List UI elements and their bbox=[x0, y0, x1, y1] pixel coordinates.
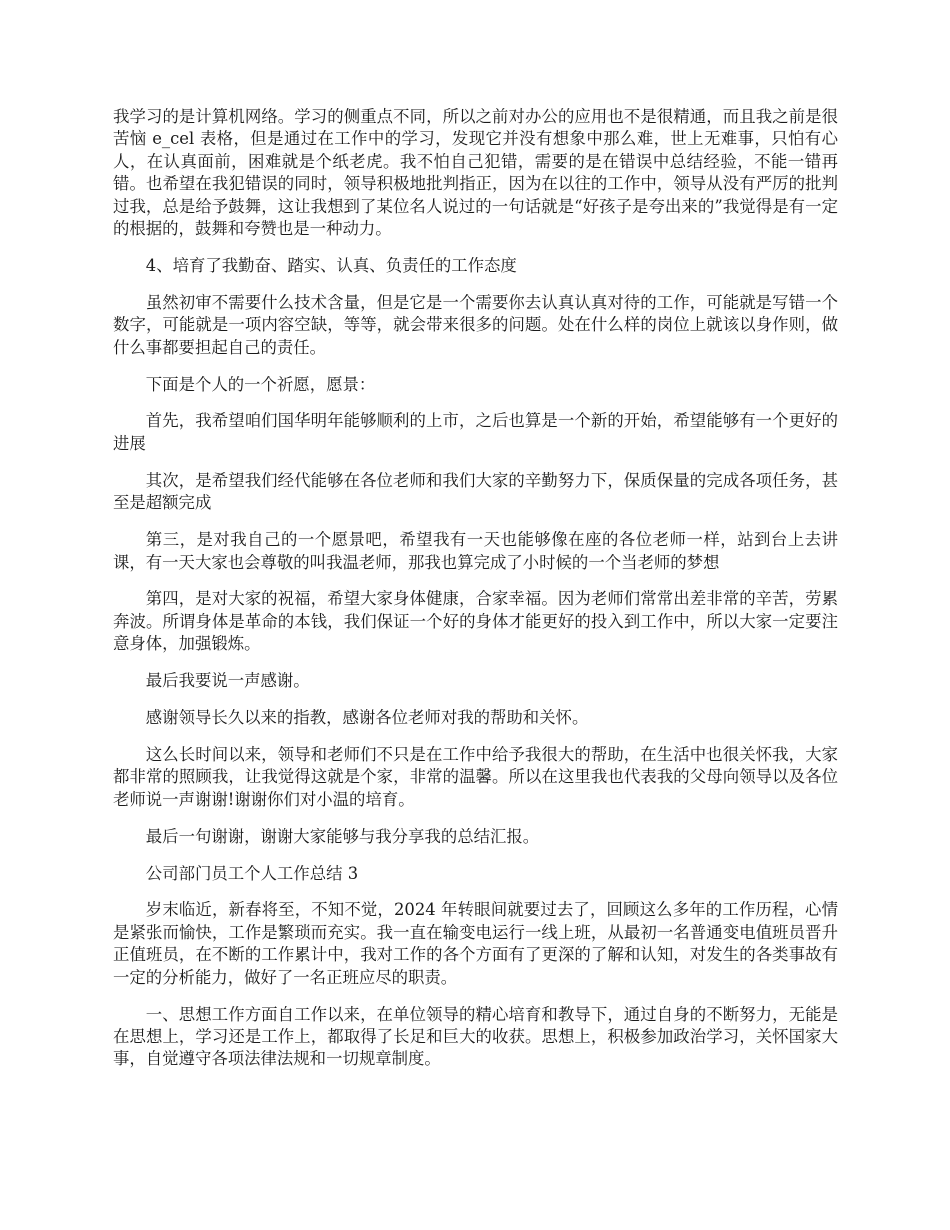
paragraph: 下面是个人的一个祈愿，愿景： bbox=[145, 374, 376, 394]
paragraph-continuation: 我学习的是计算机网络。学习的侧重点不同，所以之前对办公的应用也不是很精通，而且我之前是很苦恼 e_cel 表格，但是通过在工作中的学习，发现它并没有想象中那么难，世上无难事，只怕有心人，在认真面前，困难就是个纸老虎。我不怕自己犯错，需要的是在错误中总结经验，不能一错再错。也希望在我犯错误的同时，领导积极地批判指正，因为在以往的工作中，领导从没有严厉的批判过我，总是给予鼓舞，这让我想到了某位名人说过的一句话就是“好孩子是夸出来的”我觉得是有一定的根据的，鼓舞和夸赞也是一种动力。 bbox=[113, 107, 838, 239]
paragraph: 最后一句谢谢，谢谢大家能够与我分享我的总结汇报。 bbox=[145, 826, 540, 846]
paragraph: 第四，是对大家的祝福，希望大家身体健康，合家幸福。因为老师们常常出差非常的辛苦，劳累奔波。所谓身体是革命的本钱，我们保证一个好的身体才能更好的投入到工作中，所以大家一定要注意身体，加强锻炼。 bbox=[113, 589, 838, 654]
paragraph: 感谢领导长久以来的指教，感谢各位老师对我的帮助和关怀。 bbox=[145, 708, 589, 728]
paragraph: 首先，我希望咱们国华明年能够顺利的上市，之后也算是一个新的开始，希望能够有一个更好的进展 bbox=[113, 411, 838, 453]
paragraph: 一、思想工作方面自工作以来，在单位领导的精心培育和教导下，通过自身的不断努力，无能是在思想上，学习还是工作上，都取得了长足和巨大的收获。思想上，积极参加政治学习，关怀国家大事，自觉遵守各项法律法规和一切规章制度。 bbox=[113, 1004, 838, 1069]
paragraph: 岁末临近，新春将至，不知不觉，2024 年转眼间就要过去了，回顾这么多年的工作历程，心情是紧张而愉快，工作是繁琐而充实。我一直在输变电运行一线上班，从最初一名普通变电值班员晋升正值班员，在不断的工作累计中，我对工作的各个方面有了更深的了解和认知，对发生的各类事故有一定的分析能力，做好了一名正班应尽的职责。 bbox=[113, 900, 838, 987]
document-body bbox=[113, 106, 838, 1085]
section-title: 公司部门员工个人工作总结 3 bbox=[145, 863, 359, 883]
paragraph: 这么长时间以来，领导和老师们不只是在工作中给予我很大的帮助，在生活中也很关怀我，大家都非常的照顾我，让我觉得这就是个家，非常的温馨。所以在这里我也代表我的父母向领导以及各位老师说一声谢谢!谢谢你们对小温的培育。 bbox=[113, 744, 838, 809]
paragraph: 虽然初审不需要什么技术含量，但是它是一个需要你去认真认真对待的工作，可能就是写错一个数字，可能就是一项内容空缺，等等，就会带来很多的问题。处在什么样的岗位上就该以身作则，做什么事都要担起自己的责任。 bbox=[113, 292, 838, 357]
paragraph: 其次，是希望我们经代能够在各位老师和我们大家的辛勤努力下，保质保量的完成各项任务，甚至是超额完成 bbox=[113, 470, 838, 513]
section-heading-work-attitude: 4、培育了我勤奋、踏实、认真、负责任的工作态度 bbox=[145, 255, 517, 275]
paragraph: 第三，是对我自己的一个愿景吧，希望我有一天也能够像在座的各位老师一样，站到台上去讲课，有一天大家也会尊敬的叫我温老师，那我也算完成了小时候的一个当老师的梦想 bbox=[113, 530, 838, 572]
paragraph: 最后我要说一声感谢。 bbox=[145, 671, 310, 691]
